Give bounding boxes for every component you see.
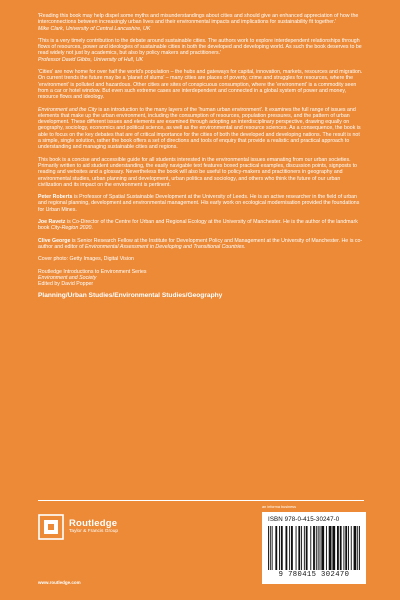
- series-subtitle: Environment and Society: [38, 274, 97, 281]
- barcode-bar: [321, 526, 324, 570]
- author-bio-end: .: [244, 243, 246, 250]
- barcode-bar: [281, 526, 283, 570]
- author-book-title: Environmental Assessment in Developing and Transitional Countries: [85, 243, 245, 250]
- barcode-bar: [270, 526, 271, 570]
- publisher-logo: [38, 514, 118, 540]
- author-bio-3: [38, 238, 364, 251]
- barcode-bar: [306, 526, 308, 570]
- barcode-bar: [304, 526, 305, 570]
- blurb-paragraph-2: [38, 107, 364, 151]
- series-info: [38, 269, 364, 288]
- review-quote-2: [38, 38, 364, 63]
- barcode-bar: [320, 526, 321, 570]
- cover-photo-credit: Cover photo: Getty Images, Digital Vision: [38, 256, 134, 263]
- barcode-bar: [291, 526, 293, 570]
- isbn-text: ISBN 978-0-415-30247-0: [268, 516, 340, 523]
- author-name: Peter Roberts: [38, 194, 73, 201]
- barcode-bar: [332, 526, 335, 570]
- barcode-bar: [354, 526, 357, 570]
- quote-text: 'This is a very timely contribution to the debate around sustainable cities. The authors work to explore interdependent relationships through flows of resources, power and ideologies of sustainable cities in both the developed and developing world. As such the book deserves to be read widely not just by academics, but also by policy makers and practitioners.': [38, 37, 362, 57]
- barcode-bar: [318, 526, 319, 570]
- author-bio-text: is Senior Research Fellow at the Institute for Development Policy and Management at the University of Manchester. He is co-author and editor of: [38, 237, 363, 250]
- barcode-bar: [340, 526, 342, 570]
- barcode-bar: [301, 526, 302, 570]
- subject-categories: Planning/Urban Studies/Environmental Studies/Geography: [38, 292, 223, 300]
- author-bio-2: [38, 219, 364, 232]
- barcode-bar: [329, 526, 332, 570]
- quote-text: 'Reading this book may help dispel some myths and misunderstandings about cities and should give an enhanced appreciation of how the interconnections between increasingly urban lives and their environmental impacts and implications for sustainability fit together.': [38, 13, 359, 26]
- barcode-bars: [268, 526, 360, 570]
- series-editor: Edited by David Popper: [38, 281, 94, 288]
- blurb-paragraph-1: 'Cities' are now home for over half the world's population – the hubs and gateways for capital, innovation, markets, resources and migration. On current trends the future may be a 'planet of slums' – many cities are places of poverty, crime and struggles for resources, where the 'environment' is polluted and hazardous. Other cities are sites of conspicuous consumption, where the 'environment' is a commodity seen from a car or hotel window. But even such extreme cases are interdependent and connected in a global system of power and money, resource flows and ideology.: [38, 69, 363, 101]
- barcode-bar: [345, 526, 347, 570]
- series-title: Routledge Introductions to Environment Series: [38, 268, 147, 275]
- quote-attribution: Mike Clark, University of Central Lancashire, UK: [38, 25, 151, 32]
- barcode-bar: [351, 526, 352, 570]
- barcode-bar: [279, 526, 280, 570]
- blurb-paragraph-3: This book is a concise and accessible guide for all students interested in the environmental issues emanating from our urban societies. Primarily written to aid student understanding, the easily navigable text features boxed practical examples, discussion points, signposts to reading and websites and a glossary. Nevertheless the book will also be useful to policy-makers and practitioners in geography and environmental studies, urban planning and development, urban politics and sociology, and others who think the future of our urban civilization and its impact on the environment is pertinent.: [38, 156, 357, 188]
- barcode-bar: [343, 526, 344, 570]
- author-bio-text: is Professor of Spatial Sustainable Development at the University of Leeds. He is an active researcher in the field of urban and regional planning, development and environmental management. His early work on ecological modernisation provided the foundations for Urban Mines.: [38, 194, 360, 213]
- barcode-bar: [272, 526, 273, 570]
- barcode-bar: [289, 526, 290, 570]
- publisher-group: Taylor & Francis Group: [69, 529, 119, 534]
- author-name: Joe Ravetz: [38, 219, 66, 226]
- barcode-bar: [268, 526, 269, 570]
- informa-tagline: an informa business: [262, 505, 296, 509]
- blurb-paragraph-2-text: is an introduction to the many layers of the 'human urban environment'. It examines the full range of issues and elements that make up the urban environment, including the consumption of resources, population pressures, and the pattern of urban development. These different issues and elements are examined through adopting an interdisciplinary perspective, drawing equally on geography, sociology, economics and political science, as well as the environmental and resource sciences. As a consequence, the book is able to focus on the key debates that are of critical importance for the cities of both the developed and developing nations. The result is not a simple, single solution, rather the book offers a set of directions and tools of enquiry that provide a realistic and practical approach to understanding and managing sustainable cities and regions.: [38, 106, 361, 151]
- publisher-name: Routledge: [69, 518, 118, 529]
- barcode-bar: [359, 526, 360, 570]
- book-title-inline: Environment and the City: [38, 106, 97, 113]
- author-name: Clive George: [38, 237, 71, 244]
- barcode-bar: [313, 526, 315, 570]
- barcode-digits: 9 780415 302470: [278, 571, 350, 579]
- barcode-bar: [316, 526, 317, 570]
- barcode-bar: [285, 526, 287, 570]
- review-quote-1: [38, 13, 364, 32]
- barcode-bar: [275, 526, 277, 570]
- divider-rule: [38, 500, 364, 501]
- barcode-panel: [262, 512, 366, 584]
- barcode-bar: [310, 526, 311, 570]
- author-bio-end: .: [91, 225, 93, 232]
- barcode-bar: [337, 526, 339, 570]
- barcode-bar: [348, 526, 349, 570]
- barcode-bar: [296, 526, 297, 570]
- cover-text: [38, 13, 364, 300]
- barcode-bar: [326, 526, 327, 570]
- routledge-logo-icon: [38, 514, 64, 540]
- publisher-url: www.routledge.com: [38, 580, 81, 585]
- author-bio-1: [38, 194, 364, 213]
- author-bio-text: is Co-Director of the Centre for Urban and Regional Ecology at the University of Manchester. He is the author of the landmark book: [38, 219, 358, 232]
- barcode-bar: [357, 526, 358, 570]
- author-book-title: City-Region 2020: [50, 225, 92, 232]
- barcode-bar: [298, 526, 300, 570]
- quote-attribution: Professor David Gibbs, University of Hull, UK: [38, 56, 144, 63]
